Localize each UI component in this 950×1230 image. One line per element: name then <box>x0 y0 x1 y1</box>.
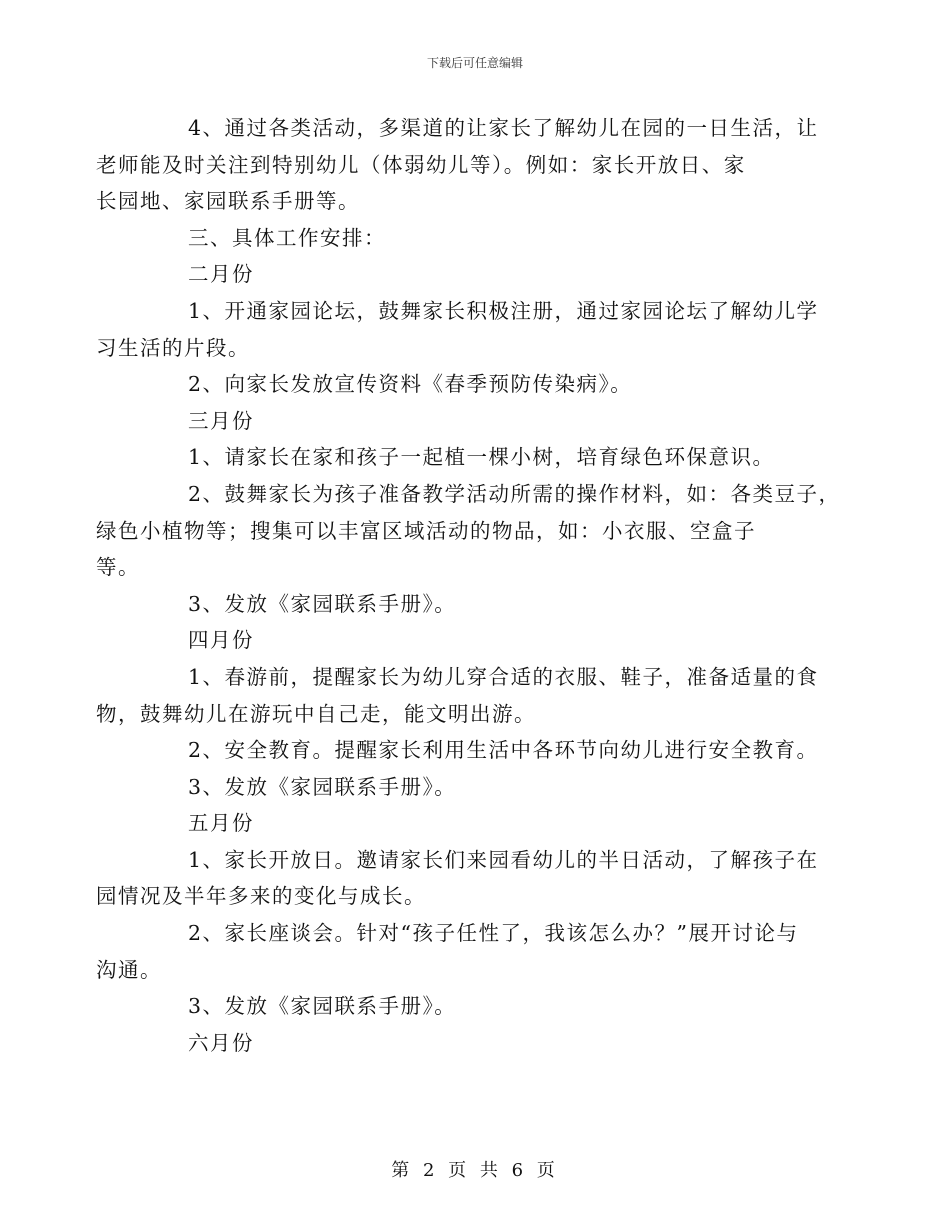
paragraph <box>96 659 822 732</box>
paragraph <box>96 915 822 988</box>
paragraph <box>96 293 822 366</box>
text-line: 1、家长开放日。邀请家长们来园看幼儿的半日活动，了解孩子在 <box>188 847 819 872</box>
paragraph <box>142 622 822 659</box>
text-line: 物，鼓舞幼儿在游玩中自己走，能文明出游。 <box>96 701 536 726</box>
document-body <box>96 110 841 1061</box>
paragraph <box>142 366 822 403</box>
text-line: 长园地、家园联系手册等。 <box>96 189 360 214</box>
text-line: 2、鼓舞家长为孩子准备教学活动所需的操作材料，如：各类豆子， <box>188 481 841 506</box>
text-line: 园情况及半年多来的变化与成长。 <box>96 884 426 909</box>
text-line: 二月份 <box>188 262 254 287</box>
text-line: 老师能及时关注到特别幼儿（体弱幼儿等）。例如：家长开放日、家 <box>96 152 746 177</box>
paragraph <box>96 110 822 220</box>
text-line: 2、向家长发放宣传资料《春季预防传染病》。 <box>188 372 633 397</box>
text-line: 绿色小植物等；搜集可以丰富区域活动的物品，如：小衣服、空盒子 <box>96 518 756 543</box>
text-line: 等。 <box>96 555 140 580</box>
text-line: 三、具体工作安排： <box>188 225 386 250</box>
paragraph <box>142 1025 822 1062</box>
paragraph <box>142 769 822 806</box>
text-line: 五月份 <box>188 811 254 836</box>
text-line: 3、发放《家园联系手册》。 <box>188 774 457 799</box>
text-line: 1、开通家园论坛，鼓舞家长积极注册，通过家园论坛了解幼儿学 <box>188 298 819 323</box>
page-header: 下载后可任意编辑 <box>426 56 523 70</box>
text-line: 1、请家长在家和孩子一起植一棵小树，培育绿色环保意识。 <box>188 445 775 470</box>
paragraph <box>96 842 822 915</box>
text-line: 习生活的片段。 <box>96 335 250 360</box>
paragraph <box>142 732 822 769</box>
text-line: 4、通过各类活动，多渠道的让家长了解幼儿在园的一日生活，让 <box>188 116 819 140</box>
paragraph <box>142 256 822 293</box>
paragraph <box>142 988 822 1025</box>
paragraph <box>96 476 841 586</box>
text-line: 四月份 <box>188 628 254 653</box>
text-line: 六月份 <box>188 1030 254 1055</box>
text-line: 1、春游前，提醒家长为幼儿穿合适的衣服、鞋子，准备适量的食 <box>188 664 819 689</box>
paragraph <box>142 220 822 257</box>
paragraph <box>142 586 822 623</box>
text-line: 2、家长座谈会。针对“孩子任性了，我该怎么办？”展开讨论与 <box>188 921 799 946</box>
text-line: 沟通。 <box>96 957 162 982</box>
text-line: 3、发放《家园联系手册》。 <box>188 994 457 1019</box>
text-line: 2、安全教育。提醒家长利用生活中各环节向幼儿进行安全教育。 <box>188 738 819 763</box>
text-line: 3、发放《家园联系手册》。 <box>188 591 457 616</box>
paragraph <box>142 439 822 476</box>
page-footer: 第 2 页 共 6 页 <box>391 1160 559 1181</box>
paragraph <box>142 805 822 842</box>
paragraph <box>142 403 822 440</box>
text-line: 三月份 <box>188 408 254 433</box>
